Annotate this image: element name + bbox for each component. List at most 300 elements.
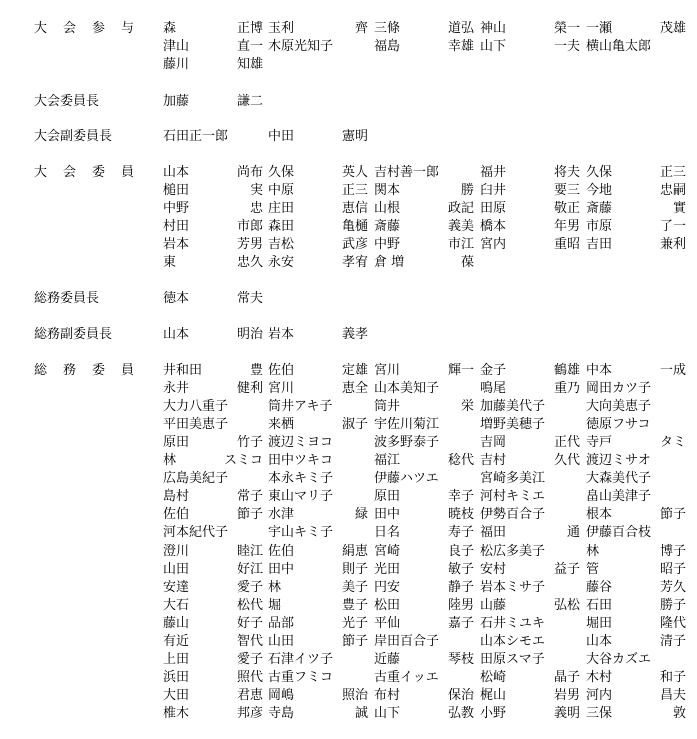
member-name <box>374 236 474 254</box>
name-row <box>0 20 697 38</box>
family-name: 森田 <box>268 219 295 235</box>
family-name: 金子 <box>480 363 507 378</box>
family-name: 橋本 <box>480 219 507 235</box>
family-name: 古重フミコ <box>268 669 334 685</box>
member-name <box>163 543 263 561</box>
name-row <box>0 524 697 542</box>
member-name <box>374 434 474 452</box>
member-name <box>374 200 474 218</box>
member-name <box>268 434 368 452</box>
name-row <box>0 254 697 272</box>
given-name: 敬正 <box>553 201 580 217</box>
member-name <box>163 362 263 380</box>
given-name: 節子 <box>236 507 263 523</box>
name-row <box>0 128 697 146</box>
member-name <box>586 651 686 669</box>
given-name: 晶子 <box>553 669 580 685</box>
family-name: 佐伯 <box>268 543 295 559</box>
family-name: 宇山キミ子 <box>268 525 334 541</box>
role-title: 総 務 委 員 <box>34 363 134 378</box>
given-name: 愛子 <box>236 579 263 595</box>
given-name: 栄 <box>460 399 474 415</box>
family-name: 小野 <box>480 705 507 721</box>
member-name <box>268 561 368 579</box>
family-name: 福田 <box>480 525 507 541</box>
member-name <box>268 362 368 380</box>
family-name: 永安 <box>268 255 295 271</box>
given-name: 定雄 <box>341 363 368 378</box>
given-name: 緑 <box>354 507 368 523</box>
family-name: 古重イッエ <box>374 669 439 685</box>
name-row <box>0 200 697 218</box>
member-name <box>163 669 263 687</box>
member-name <box>374 380 474 398</box>
family-name: 佐伯 <box>163 507 190 523</box>
member-name <box>480 687 580 705</box>
member-name <box>268 579 368 597</box>
family-name: 安達 <box>163 579 190 595</box>
role-title: 総務委員長 <box>34 291 100 306</box>
member-name <box>268 128 368 146</box>
given-name: 憲明 <box>341 129 368 144</box>
given-name: 義明 <box>553 705 580 721</box>
member-name <box>586 200 686 218</box>
family-name: 石田 <box>586 597 613 613</box>
member-name <box>374 254 474 272</box>
given-name: 実 <box>249 183 263 199</box>
member-name <box>268 615 368 633</box>
family-name: 関本 <box>374 183 401 199</box>
family-name: 加藤 <box>163 94 190 109</box>
name-row <box>0 452 697 470</box>
member-name <box>163 182 263 200</box>
given-name: 茂雄 <box>659 21 686 36</box>
family-name: 上田 <box>163 651 190 667</box>
member-name <box>374 543 474 561</box>
given-name: 嘉子 <box>447 615 474 631</box>
given-name: 光子 <box>341 615 368 631</box>
family-name: 宮川 <box>268 381 295 397</box>
given-name: 琴枝 <box>447 651 474 667</box>
given-name: 弘松 <box>553 597 580 613</box>
member-name <box>374 470 474 488</box>
member-name <box>480 182 580 200</box>
name-row <box>0 218 697 236</box>
family-name: 宮内 <box>480 237 507 253</box>
member-name <box>480 597 580 615</box>
member-name <box>163 633 263 651</box>
name-row <box>0 362 697 380</box>
name-row <box>0 416 697 434</box>
family-name: 林 <box>268 579 282 595</box>
given-name: 尚布 <box>236 165 263 180</box>
member-name <box>268 38 368 56</box>
given-name: 邦彦 <box>236 705 263 721</box>
member-name <box>586 164 686 182</box>
family-name: 市原 <box>586 219 613 235</box>
member-name <box>374 506 474 524</box>
member-name <box>268 200 368 218</box>
member-name <box>480 434 580 452</box>
member-name <box>163 470 263 488</box>
family-name: 田中ツキコ <box>268 453 334 469</box>
given-name: 豊子 <box>341 597 368 613</box>
given-name: 暁枝 <box>447 507 474 523</box>
given-name: 通 <box>566 525 580 541</box>
given-name: 健利 <box>236 381 263 397</box>
given-name: 忠久 <box>236 255 263 271</box>
given-name: 正三 <box>659 165 686 180</box>
family-name: 岡田カツ子 <box>586 381 652 397</box>
family-name: 渡辺ミサオ <box>586 453 651 469</box>
given-name: 照代 <box>236 669 263 685</box>
member-name <box>163 452 263 470</box>
given-name: 昭子 <box>659 561 686 577</box>
family-name: 水津 <box>268 507 295 523</box>
member-name <box>163 93 263 111</box>
member-name <box>374 218 474 236</box>
member-name <box>480 218 580 236</box>
member-name <box>163 290 263 308</box>
given-name: 正代 <box>553 435 580 451</box>
family-name: 増野美穂子 <box>480 417 546 433</box>
member-name <box>480 579 580 597</box>
member-name <box>586 416 686 434</box>
family-name: 原田 <box>374 489 401 505</box>
member-name <box>163 651 263 669</box>
family-name: 中野 <box>163 201 190 217</box>
member-name <box>480 669 580 687</box>
given-name: 亀樋 <box>341 219 368 235</box>
family-name: 梶山 <box>480 687 507 703</box>
family-name: 安村 <box>480 561 507 577</box>
family-name: 吉田 <box>586 237 613 253</box>
family-name: 吉村 <box>480 453 507 469</box>
given-name: 英人 <box>341 165 368 180</box>
name-row <box>0 380 697 398</box>
given-name: 知雄 <box>236 57 263 73</box>
member-name <box>586 669 686 687</box>
given-name: 保治 <box>447 687 474 703</box>
family-name: 東山マリ子 <box>268 489 334 505</box>
family-name: 波多野泰子 <box>374 435 440 451</box>
family-name: 平田美恵子 <box>163 417 229 433</box>
member-name <box>480 488 580 506</box>
name-row <box>0 579 697 597</box>
family-name: 澄川 <box>163 543 190 559</box>
family-name: 筒井 <box>374 399 401 415</box>
member-name <box>480 524 580 542</box>
given-name: 則子 <box>341 561 368 577</box>
member-name <box>586 38 686 56</box>
member-name <box>268 669 368 687</box>
family-name: 田中 <box>268 561 295 577</box>
name-row <box>0 597 697 615</box>
family-name: 今地 <box>586 183 613 199</box>
family-name: 佐伯 <box>268 363 295 378</box>
given-name: 和子 <box>659 669 686 685</box>
given-name: 勝 <box>460 183 474 199</box>
member-name <box>480 543 580 561</box>
family-name: 森 <box>163 21 177 36</box>
name-row <box>0 290 697 308</box>
family-name: 椎木 <box>163 705 190 721</box>
family-name: 松広多美子 <box>480 543 546 559</box>
family-name: 円安 <box>374 579 401 595</box>
member-name <box>374 633 474 651</box>
given-name: 幸雄 <box>447 39 474 55</box>
given-name: 良子 <box>447 543 474 559</box>
family-name: 宇佐川菊江 <box>374 417 440 433</box>
given-name: 年男 <box>553 219 580 235</box>
given-name: 鶴雄 <box>553 363 580 378</box>
member-name <box>480 651 580 669</box>
given-name: 豊 <box>249 363 263 378</box>
member-name <box>480 470 580 488</box>
family-name: 三保 <box>586 705 613 721</box>
role-title: 大 会 参 与 <box>34 21 134 36</box>
role-title: 大会副委員長 <box>34 129 113 144</box>
given-name: 實 <box>672 201 686 217</box>
given-name: 益子 <box>553 561 580 577</box>
family-name: 有近 <box>163 633 190 649</box>
given-name: 幸子 <box>447 489 474 505</box>
member-name <box>480 633 580 651</box>
given-name: 謙二 <box>236 94 263 109</box>
family-name: 東 <box>163 255 177 271</box>
family-name: 井和田 <box>163 363 203 378</box>
member-name <box>586 579 686 597</box>
given-name: 重昭 <box>553 237 580 253</box>
family-name: 光田 <box>374 561 401 577</box>
name-row <box>0 38 697 56</box>
family-name: 中野 <box>374 237 401 253</box>
given-name: 直一 <box>236 39 263 55</box>
family-name: 宮川 <box>374 363 401 378</box>
family-name: 石井ミユキ <box>480 615 546 631</box>
member-name <box>374 452 474 470</box>
family-name: 福井 <box>480 165 507 180</box>
given-name: 博子 <box>659 543 686 559</box>
family-name: 島村 <box>163 489 190 505</box>
family-name: 鳴尾 <box>480 381 507 397</box>
family-name: 中本 <box>586 363 613 378</box>
member-name <box>163 164 263 182</box>
given-name: 明治 <box>236 327 263 342</box>
given-name: 正博 <box>236 21 263 36</box>
family-name: 河本紀代子 <box>163 525 229 541</box>
given-name: 睦江 <box>236 543 263 559</box>
family-name: 岩本 <box>268 327 295 342</box>
member-name <box>163 488 263 506</box>
member-name <box>163 254 263 272</box>
family-name: 福江 <box>374 453 401 469</box>
family-name: 臼井 <box>480 183 507 199</box>
member-name <box>268 470 368 488</box>
given-name: 義美 <box>447 219 474 235</box>
family-name: 藤川 <box>163 57 190 73</box>
member-name <box>268 416 368 434</box>
family-name: 久保 <box>586 165 613 180</box>
family-name: 大田 <box>163 687 190 703</box>
family-name: 原田 <box>163 435 190 451</box>
family-name: 布村 <box>374 687 401 703</box>
member-name <box>480 452 580 470</box>
given-name: 寿子 <box>447 525 474 541</box>
member-name <box>163 524 263 542</box>
member-name <box>586 470 686 488</box>
given-name: 敏子 <box>447 561 474 577</box>
name-row <box>0 236 697 254</box>
family-name: 吉松 <box>268 237 295 253</box>
given-name: 竹子 <box>236 435 263 451</box>
member-name <box>374 651 474 669</box>
member-name <box>586 524 686 542</box>
member-name <box>268 651 368 669</box>
family-name: 伊藤ハツエ <box>374 471 439 487</box>
member-name <box>268 380 368 398</box>
family-name: 加藤美代子 <box>480 399 546 415</box>
member-name <box>374 20 474 38</box>
given-name: 一夫 <box>553 39 580 55</box>
family-name: 津山 <box>163 39 190 55</box>
given-name: 常子 <box>236 489 263 505</box>
member-name <box>480 200 580 218</box>
given-name: 市江 <box>447 237 474 253</box>
given-name: 齊 <box>354 21 368 36</box>
member-name <box>586 615 686 633</box>
name-row <box>0 543 697 561</box>
member-name <box>268 236 368 254</box>
member-name <box>480 705 580 723</box>
member-name <box>586 687 686 705</box>
family-name: 浜田 <box>163 669 190 685</box>
family-name: 山下 <box>374 705 401 721</box>
member-name <box>480 20 580 38</box>
family-name: 一瀬 <box>586 21 613 36</box>
member-name <box>163 200 263 218</box>
family-name: 玉利 <box>268 21 295 36</box>
member-name <box>374 615 474 633</box>
family-name: 管 <box>586 561 600 577</box>
member-name <box>374 38 474 56</box>
name-row <box>0 615 697 633</box>
family-name: 堀 <box>268 597 282 613</box>
member-name <box>268 705 368 723</box>
given-name: 芳男 <box>236 237 263 253</box>
member-name <box>163 56 263 74</box>
family-name: 畠山美津子 <box>586 489 652 505</box>
given-name: スミコ <box>223 453 263 469</box>
member-name <box>586 488 686 506</box>
member-name <box>163 218 263 236</box>
member-name <box>163 597 263 615</box>
family-name: 平仙 <box>374 615 401 631</box>
member-name <box>268 254 368 272</box>
member-name <box>480 615 580 633</box>
member-name <box>374 687 474 705</box>
given-name: 重乃 <box>553 381 580 397</box>
name-row <box>0 470 697 488</box>
family-name: 近藤 <box>374 651 401 667</box>
family-name: 石田正一郎 <box>163 129 229 144</box>
member-name <box>586 434 686 452</box>
family-name: 山田 <box>268 633 295 649</box>
given-name: 好江 <box>236 561 263 577</box>
family-name: 中原 <box>268 183 295 199</box>
family-name: 宮崎多美江 <box>480 471 546 487</box>
given-name: 隆代 <box>659 615 686 631</box>
member-name <box>586 398 686 416</box>
member-name <box>480 164 580 182</box>
given-name: 昌夫 <box>659 687 686 703</box>
member-name <box>163 326 263 344</box>
member-name <box>374 398 474 416</box>
member-name <box>268 218 368 236</box>
family-name: 本永キミ子 <box>268 471 334 487</box>
given-name: 敦 <box>672 705 686 721</box>
given-name: 一成 <box>659 363 686 378</box>
member-name <box>586 506 686 524</box>
given-name: 要三 <box>553 183 580 199</box>
member-name <box>480 398 580 416</box>
member-name <box>374 561 474 579</box>
family-name: 田原 <box>480 201 507 217</box>
member-name <box>268 20 368 38</box>
family-name: 槌田 <box>163 183 190 199</box>
family-name: 河村キミエ <box>480 489 546 505</box>
member-name <box>374 669 474 687</box>
name-row <box>0 398 697 416</box>
family-name: 永井 <box>163 381 190 397</box>
member-name <box>268 524 368 542</box>
member-name <box>586 633 686 651</box>
given-name: 武彦 <box>341 237 368 253</box>
member-name <box>268 488 368 506</box>
name-row <box>0 326 697 344</box>
given-name: 岩男 <box>553 687 580 703</box>
family-name: 山本 <box>163 165 190 180</box>
family-name: 大谷カズエ <box>586 651 652 667</box>
family-name: 松崎 <box>480 669 507 685</box>
name-row <box>0 164 697 182</box>
member-name <box>586 218 686 236</box>
member-name <box>586 236 686 254</box>
given-name: タミ <box>659 435 686 451</box>
given-name: 照治 <box>341 687 368 703</box>
member-name <box>268 633 368 651</box>
family-name: 横山亀太郎 <box>586 39 652 55</box>
given-name: 正三 <box>341 183 368 199</box>
name-row <box>0 506 697 524</box>
given-name: 節子 <box>659 507 686 523</box>
given-name: 恵全 <box>341 381 368 397</box>
member-name <box>163 687 263 705</box>
name-row <box>0 93 697 111</box>
name-row <box>0 56 697 74</box>
family-name: 倉 増 <box>374 255 405 271</box>
family-name: 山本シモエ <box>480 633 546 649</box>
family-name: 大向美恵子 <box>586 399 652 415</box>
family-name: 徳原フサコ <box>586 417 651 433</box>
member-name <box>586 362 686 380</box>
family-name: 田中 <box>374 507 401 523</box>
family-name: 岩本ミサ子 <box>480 579 546 595</box>
member-name <box>268 164 368 182</box>
given-name: 兼利 <box>659 237 686 253</box>
member-name <box>163 434 263 452</box>
given-name: 誠 <box>354 705 368 721</box>
